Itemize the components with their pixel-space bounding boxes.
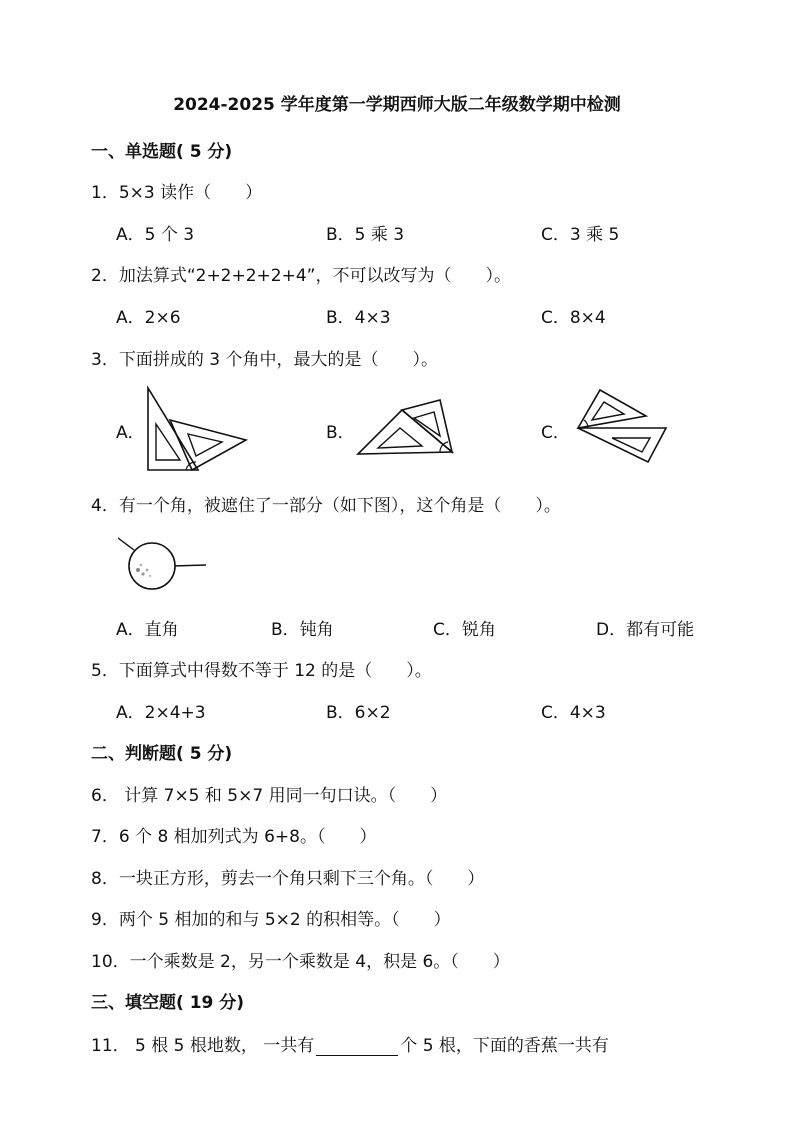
question-11 <box>91 1031 609 1056</box>
question-1-option-c: C．3 乘 5 <box>541 225 620 245</box>
question-2-stem: 2．加法算式“2+2+2+2+4”，不可以改写为（ ）。 <box>91 266 511 286</box>
answer-blank[interactable] <box>316 1038 398 1056</box>
set-squares-figure-b <box>352 396 462 462</box>
question-9: 9．两个 5 相加的和与 5×2 的积相等。（ ） <box>91 910 451 930</box>
question-7: 7．6 个 8 相加列式为 6+8。（ ） <box>91 827 377 847</box>
question-4-option-a: A．直角 <box>116 620 179 640</box>
question-2-option-c: C．8×4 <box>541 308 606 328</box>
question-10: 10．一个乘数是 2，另一个乘数是 4，积是 6。（ ） <box>91 952 510 972</box>
question-3-stem: 3．下面拼成的 3 个角中，最大的是（ ）。 <box>91 350 438 370</box>
question-2-option-b: B．4×3 <box>326 308 391 328</box>
question-3-option-a: A． <box>116 423 145 443</box>
question-1-option-b: B．5 乘 3 <box>326 225 405 245</box>
question-1-stem: 1．5×3 读作（ ） <box>91 183 263 203</box>
question-3-option-b: B． <box>326 423 355 443</box>
question-4-stem: 4．有一个角，被遮住了一部分（如下图），这个角是（ ）。 <box>91 496 561 516</box>
section-heading-single-choice: 一、单选题( 5 分) <box>91 142 233 162</box>
question-5-option-b: B．6×2 <box>326 703 391 723</box>
question-5-option-c: C．4×3 <box>541 703 606 723</box>
question-5-stem: 5．下面算式中得数不等于 12 的是（ ）。 <box>91 661 432 681</box>
set-squares-figure-c <box>572 386 672 466</box>
question-2-option-a: A．2×6 <box>116 308 181 328</box>
question-11-part-2: 个 5 根，下面的香蕉一共有 <box>400 1036 609 1056</box>
set-squares-figure-a <box>140 384 252 474</box>
question-5-option-a: A．2×4+3 <box>116 703 206 723</box>
section-heading-fill-blank: 三、填空题( 19 分) <box>91 993 245 1013</box>
question-1-option-a: A．5 个 3 <box>116 225 195 245</box>
question-6: 6． 计算 7×5 和 5×7 用同一句口诀。（ ） <box>91 786 448 806</box>
question-4-option-b: B．钝角 <box>271 620 334 640</box>
covered-angle-figure <box>112 534 212 592</box>
page-title: 2024-2025 学年度第一学期西师大版二年级数学期中检测 <box>173 95 621 115</box>
question-3-option-c: C． <box>541 423 570 443</box>
question-11-part-1: 11． 5 根 5 根地数， 一共有 <box>91 1036 315 1056</box>
question-4-option-c: C．锐角 <box>433 620 496 640</box>
question-4-option-d: D．都有可能 <box>596 620 695 640</box>
question-8: 8．一块正方形，剪去一个角只剩下三个角。（ ） <box>91 869 485 889</box>
section-heading-true-false: 二、判断题( 5 分) <box>91 744 233 764</box>
